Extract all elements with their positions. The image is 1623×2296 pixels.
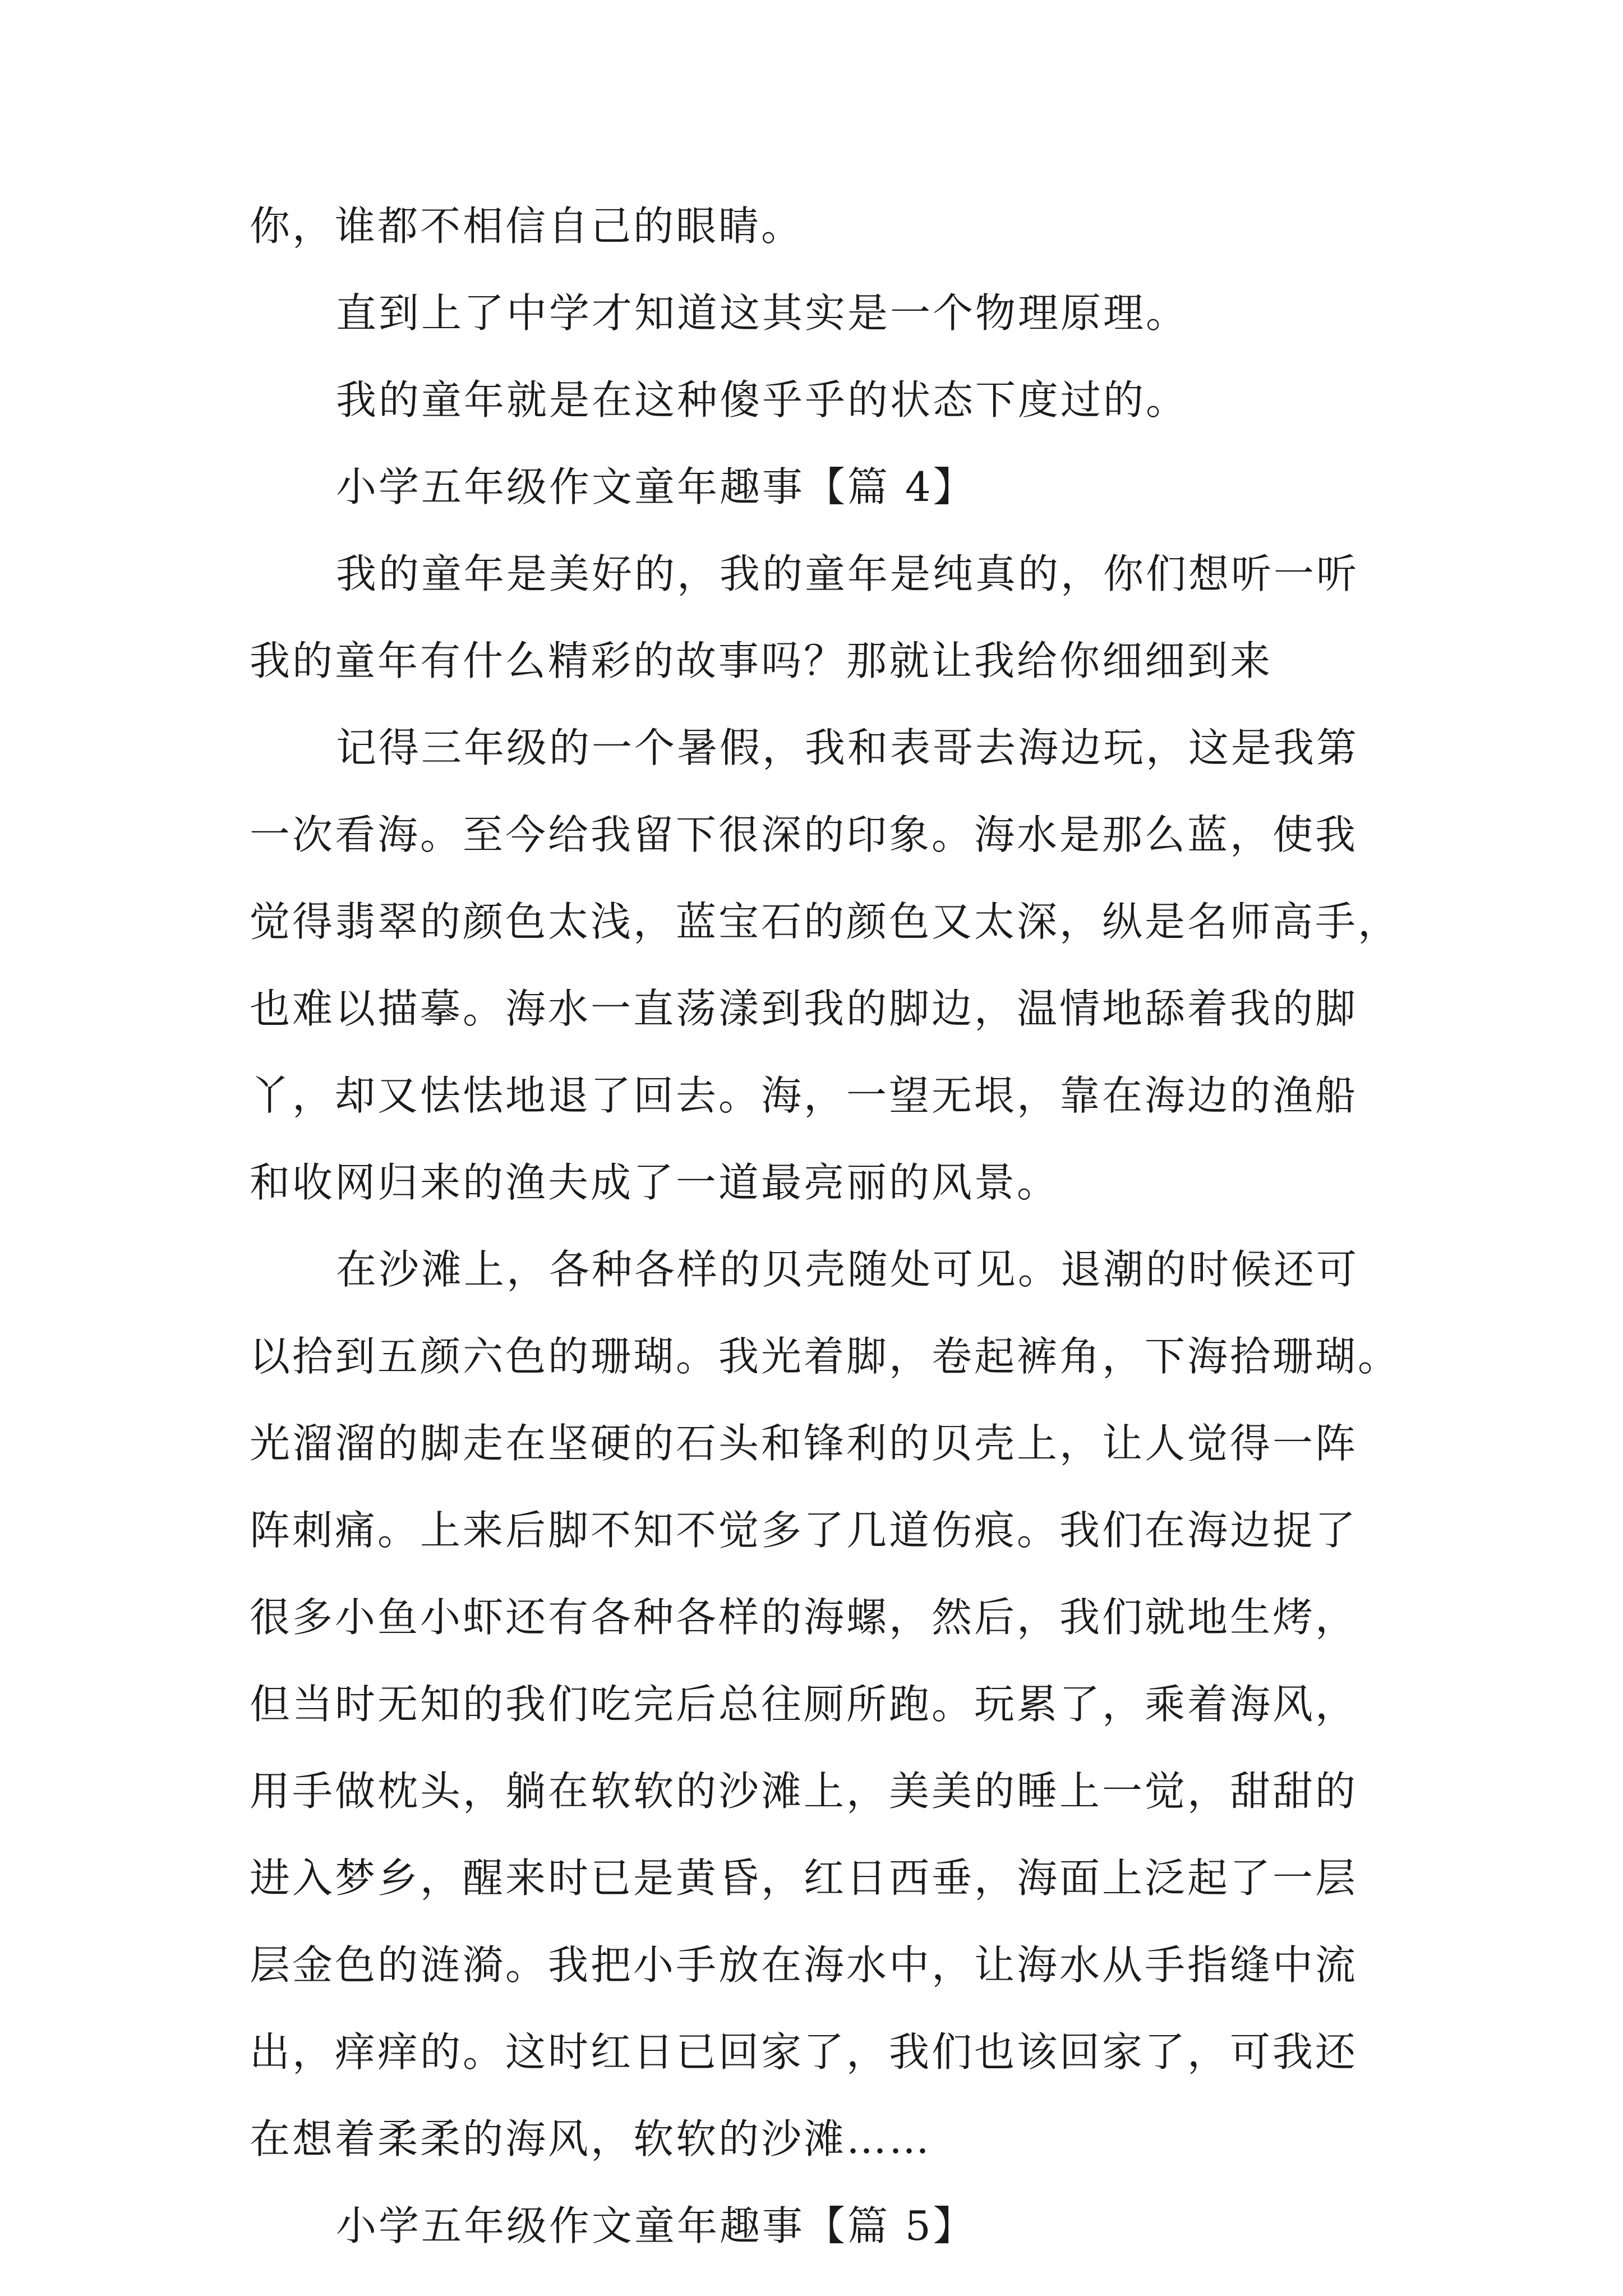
text-line: 以拾到五颜六色的珊瑚。我光着脚，卷起裤角，下海拾珊瑚。: [250, 1333, 1401, 1380]
text-line: 直到上了中学才知道这其实是一个物理原理。: [336, 289, 1189, 337]
text-line: 光溜溜的脚走在坚硬的石头和锋利的贝壳上，让人觉得一阵: [250, 1420, 1358, 1467]
text-line: 记得三年级的一个暑假，我和表哥去海边玩，这是我第: [336, 724, 1359, 771]
text-line: 你，谁都不相信自己的眼睛。: [250, 203, 804, 250]
text-line: 用手做枕头，躺在软软的沙滩上，美美的睡上一觉，甜甜的: [250, 1768, 1358, 1815]
text-line: 我的童年有什么精彩的故事吗？那就让我给你细细到来: [250, 637, 1273, 684]
text-line: 阵刺痛。上来后脚不知不觉多了几道伤痕。我们在海边捉了: [250, 1507, 1358, 1554]
text-line: 觉得翡翠的颜色太浅，蓝宝石的颜色又太深，纵是名师高手，: [250, 898, 1401, 945]
section-heading: 小学五年级作文童年趣事【篇 4】: [336, 463, 976, 510]
text-line: 出，痒痒的。这时红日已回家了，我们也该回家了，可我还: [250, 2028, 1358, 2076]
section-heading: 小学五年级作文童年趣事【篇 5】: [336, 2202, 976, 2249]
text-line: 丫，却又怯怯地退了回去。海，一望无垠，靠在海边的渔船: [250, 1072, 1358, 1119]
text-line: 和收网归来的渔夫成了一道最亮丽的风景。: [250, 1159, 1060, 1206]
text-line: 也难以描摹。海水一直荡漾到我的脚边，温情地舔着我的脚: [250, 985, 1358, 1032]
text-line: 层金色的涟漪。我把小手放在海水中，让海水从手指缝中流: [250, 1941, 1358, 1989]
text-line: 在沙滩上，各种各样的贝壳随处可见。退潮的时候还可: [336, 1246, 1359, 1293]
text-line: 进入梦乡，醒来时已是黄昏，红日西垂，海面上泛起了一层: [250, 1855, 1358, 1902]
text-line: 我的童年是美好的，我的童年是纯真的，你们想听一听: [336, 550, 1359, 597]
text-line: 一次看海。至今给我留下很深的印象。海水是那么蓝，使我: [250, 811, 1358, 858]
text-line: 我的童年就是在这种傻乎乎的状态下度过的。: [336, 376, 1189, 424]
text-line: 在想着柔柔的海风，软软的沙滩……: [250, 2115, 932, 2162]
text-line: 但当时无知的我们吃完后总往厕所跑。玩累了，乘着海风，: [250, 1681, 1358, 1728]
text-line: 很多小鱼小虾还有各种各样的海螺，然后，我们就地生烤，: [250, 1594, 1358, 1641]
